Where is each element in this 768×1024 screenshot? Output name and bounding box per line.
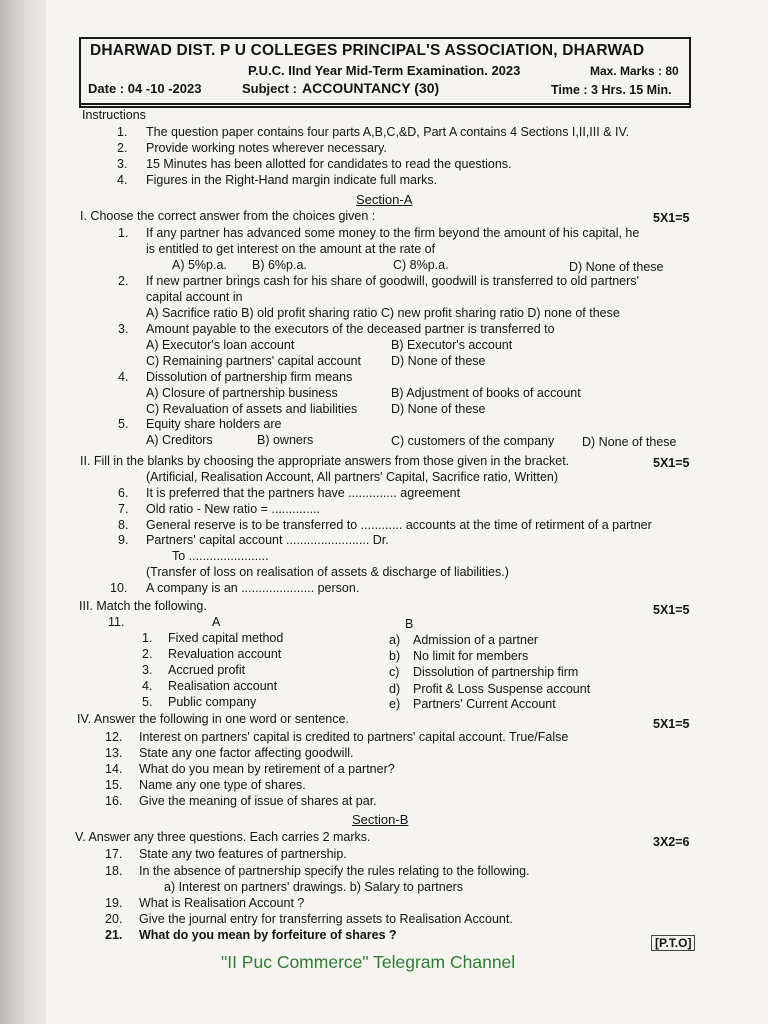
- q15-text: Name any one type of shares.: [139, 778, 306, 792]
- section-a-heading: Section-A: [356, 192, 413, 207]
- q3-option-a: A) Executor's loan account: [146, 338, 295, 352]
- q9-note: (Transfer of loss on realisation of assets & discharge of liabilities.): [146, 565, 509, 579]
- match-b-item: Partners' Current Account: [413, 697, 556, 711]
- q5-option-a: A) Creditors: [146, 433, 213, 447]
- q2-number: 2.: [118, 274, 129, 288]
- q16-text: Give the meaning of issue of shares at par.: [139, 794, 377, 808]
- q3-option-c: C) Remaining partners' capital account: [146, 354, 361, 368]
- q4-option-a: A) Closure of partnership business: [146, 386, 338, 400]
- q3-text: Amount payable to the executors of the deceased partner is transferred to: [146, 322, 555, 336]
- q13-text: State any one factor affecting goodwill.: [139, 746, 354, 760]
- q1-option-d: D) None of these: [569, 260, 664, 274]
- q2-text: If new partner brings cash for his share of goodwill, goodwill is transferred to old partners': [146, 274, 639, 288]
- q3-number: 3.: [118, 322, 129, 336]
- part2-label: II. Fill in the blanks by choosing the appropriate answers from those given in the bracket.: [80, 454, 570, 468]
- q5-number: 5.: [118, 417, 129, 431]
- instruction-number: 2.: [117, 141, 128, 155]
- exam-date: Date : 04 -10 -2023: [88, 81, 202, 96]
- match-row-number: 1.: [142, 631, 153, 645]
- part5-label: V. Answer any three questions. Each carries 2 marks.: [75, 830, 371, 844]
- max-marks: Max. Marks : 80: [590, 64, 679, 78]
- q2-text-cont: capital account in: [146, 290, 243, 304]
- q3-option-d: D) None of these: [391, 354, 486, 368]
- q10-text: A company is an ..................... person.: [146, 581, 360, 595]
- q18-number: 18.: [105, 864, 123, 878]
- q7-text: Old ratio - New ratio = ..............: [146, 502, 321, 516]
- instruction-text: The question paper contains four parts A,B,C,&D, Part A contains 4 Sections I,II,III & IV.: [146, 125, 630, 139]
- q20-text: Give the journal entry for transferring assets to Realisation Account.: [139, 912, 513, 926]
- match-col-b-heading: B: [405, 617, 414, 631]
- q9-to: To .......................: [172, 549, 269, 563]
- q14-text: What do you mean by retirement of a partner?: [139, 762, 395, 776]
- q6-number: 6.: [118, 486, 129, 500]
- q1-text-cont: is entitled to get interest on the amount at the rate of: [146, 242, 436, 256]
- q1-option-b: B) 6%p.a.: [252, 258, 307, 272]
- q18-text: In the absence of partnership specify the rules relating to the following.: [139, 864, 530, 878]
- q4-option-d: D) None of these: [391, 402, 486, 416]
- match-row-number: 2.: [142, 647, 153, 661]
- q12-number: 12.: [105, 730, 123, 744]
- q20-number: 20.: [105, 912, 123, 926]
- instruction-text: Figures in the Right-Hand margin indicate full marks.: [146, 173, 438, 187]
- instruction-text: Provide working notes wherever necessary.: [146, 141, 387, 155]
- exam-time: Time : 3 Hrs. 15 Min.: [551, 83, 672, 97]
- q4-option-b: B) Adjustment of books of account: [391, 386, 581, 400]
- q13-number: 13.: [105, 746, 123, 760]
- part3-label: III. Match the following.: [79, 599, 207, 613]
- q18-subparts: a) Interest on partners' drawings. b) Salary to partners: [164, 880, 464, 894]
- q12-text: Interest on partners' capital is credited to partners' capital account. True/False: [139, 730, 569, 744]
- subject-prefix: Subject :: [242, 81, 297, 96]
- exam-title: P.U.C. IInd Year Mid-Term Examination. 2023: [248, 63, 521, 78]
- q14-number: 14.: [105, 762, 123, 776]
- telegram-channel-footer: "II Puc Commerce" Telegram Channel: [221, 952, 516, 972]
- instructions-heading: Instructions: [82, 108, 146, 122]
- instruction-number: 3.: [117, 157, 128, 171]
- q21-text: What do you mean by forfeiture of shares ?: [139, 928, 397, 942]
- header-divider: [79, 103, 691, 105]
- q3-option-b: B) Executor's account: [391, 338, 513, 352]
- q5-option-c: C) customers of the company: [391, 434, 555, 448]
- match-a-item: Public company: [168, 695, 257, 709]
- match-row-number: 5.: [142, 695, 153, 709]
- q8-text: General reserve is to be transferred to ............ accounts at the time of retirment of a partner: [146, 518, 652, 532]
- match-b-key: c): [389, 665, 400, 679]
- match-b-item: Dissolution of partnership firm: [413, 665, 579, 679]
- instruction-number: 4.: [117, 173, 128, 187]
- q11-number: 11.: [108, 615, 125, 629]
- match-a-item: Realisation account: [168, 679, 278, 693]
- part4-label: IV. Answer the following in one word or sentence.: [77, 712, 349, 726]
- match-a-item: Revaluation account: [168, 647, 282, 661]
- q19-number: 19.: [105, 896, 123, 910]
- part3-marks: 5X1=5: [653, 603, 690, 617]
- q16-number: 16.: [105, 794, 123, 808]
- match-b-item: Admission of a partner: [413, 633, 539, 647]
- match-b-key: a): [389, 633, 401, 647]
- match-row-number: 4.: [142, 679, 153, 693]
- match-b-key: b): [389, 649, 401, 663]
- q19-text: What is Realisation Account ?: [139, 896, 305, 910]
- q17-text: State any two features of partnership.: [139, 847, 347, 861]
- q9-text: Partners' capital account ........................ Dr.: [146, 533, 389, 547]
- q9-number: 9.: [118, 533, 129, 547]
- q5-option-b: B) owners: [257, 433, 314, 447]
- q2-options: A) Sacrifice ratio B) old profit sharing ratio C) new profit sharing ratio D) none of these: [146, 306, 620, 320]
- q7-number: 7.: [118, 502, 129, 516]
- part2-bracket: (Artificial, Realisation Account, All partners' Capital, Sacrifice ratio, Written): [146, 470, 559, 484]
- match-a-item: Fixed capital method: [168, 631, 284, 645]
- q1-text: If any partner has advanced some money to the firm beyond the amount of his capital, he: [146, 226, 640, 240]
- q17-number: 17.: [105, 847, 123, 861]
- match-col-a-heading: A: [212, 615, 221, 629]
- match-b-key: e): [389, 697, 401, 711]
- q4-text: Dissolution of partnership firm means: [146, 370, 353, 384]
- part4-marks: 5X1=5: [653, 717, 690, 731]
- section-b-heading: Section-B: [352, 812, 409, 827]
- q6-text: It is preferred that the partners have .............. agreement: [146, 486, 461, 500]
- match-b-item: No limit for members: [413, 649, 529, 663]
- q4-number: 4.: [118, 370, 129, 384]
- association-title: DHARWAD DIST. P U COLLEGES PRINCIPAL'S ASSOCIATION, DHARWAD: [90, 42, 645, 59]
- q5-text: Equity share holders are: [146, 417, 282, 431]
- match-row-number: 3.: [142, 663, 153, 677]
- part1-label: I. Choose the correct answer from the choices given :: [80, 209, 376, 223]
- q1-option-c: C) 8%p.a.: [393, 258, 449, 272]
- page-shadow: [0, 0, 46, 1024]
- instruction-number: 1.: [117, 125, 128, 139]
- pto-mark: [P.T.O]: [651, 935, 695, 951]
- q1-number: 1.: [118, 226, 129, 240]
- q1-option-a: A) 5%p.a.: [172, 258, 227, 272]
- q15-number: 15.: [105, 778, 123, 792]
- match-a-item: Accrued profit: [168, 663, 246, 677]
- q21-number: 21.: [105, 928, 123, 942]
- q8-number: 8.: [118, 518, 129, 532]
- q10-number: 10.: [110, 581, 128, 595]
- match-b-item: Profit & Loss Suspense account: [413, 682, 591, 696]
- instruction-text: 15 Minutes has been allotted for candidates to read the questions.: [146, 157, 512, 171]
- q4-option-c: C) Revaluation of assets and liabilities: [146, 402, 358, 416]
- part2-marks: 5X1=5: [653, 456, 690, 470]
- part1-marks: 5X1=5: [653, 211, 690, 225]
- subject-name: ACCOUNTANCY (30): [302, 80, 440, 96]
- part5-marks: 3X2=6: [653, 835, 690, 849]
- match-b-key: d): [389, 682, 401, 696]
- q5-option-d: D) None of these: [582, 435, 677, 449]
